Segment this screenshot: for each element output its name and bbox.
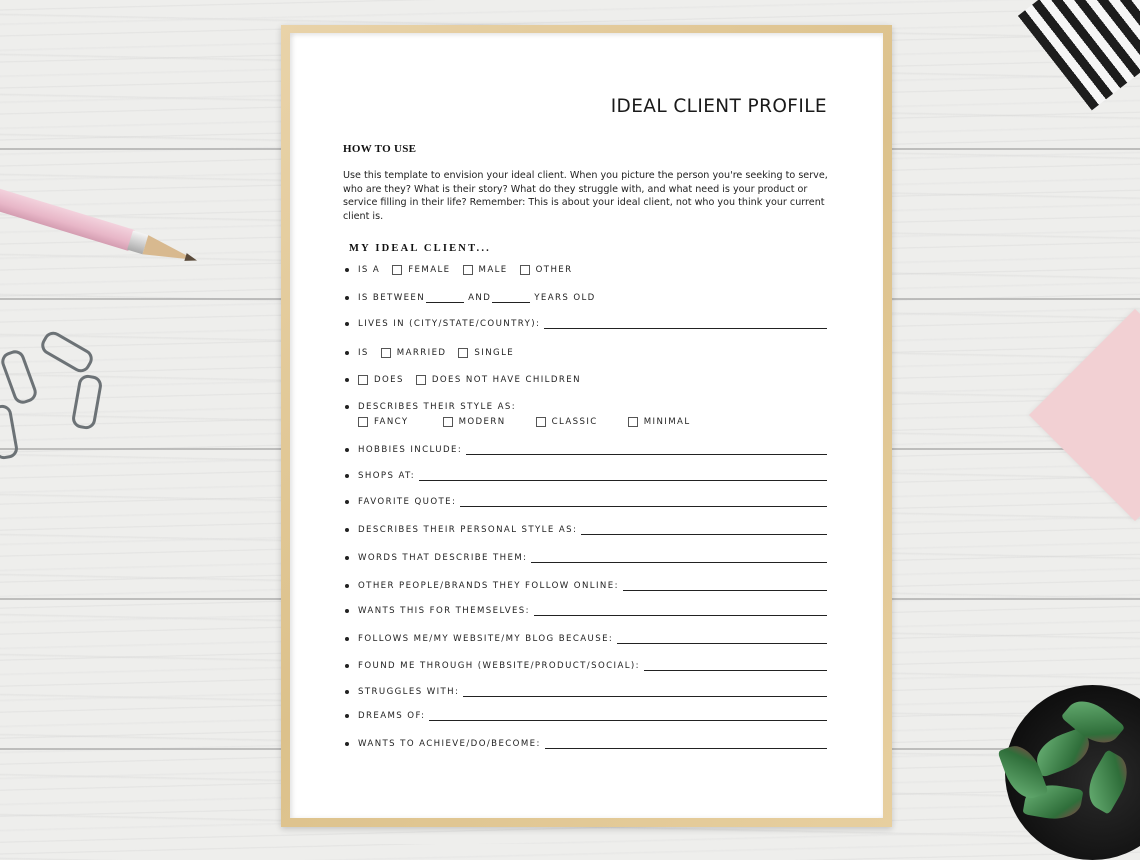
gender-label: IS A: [358, 265, 381, 275]
pink-envelope: [1029, 309, 1140, 521]
field-row: [345, 739, 827, 749]
field-label: DESCRIBES THEIR PERSONAL STYLE AS:: [358, 525, 578, 535]
children-row: [345, 375, 827, 385]
follow-online-field[interactable]: [623, 581, 827, 591]
field-row: [345, 497, 827, 507]
field-label: DREAMS OF:: [358, 711, 426, 721]
checkbox-does-not[interactable]: [416, 375, 426, 385]
hobbies-field[interactable]: [466, 445, 827, 455]
checkbox-married[interactable]: [381, 348, 391, 358]
field-row: [345, 525, 827, 535]
gender-row: [345, 265, 827, 275]
wants-field[interactable]: [534, 606, 827, 616]
checkbox-male[interactable]: [463, 265, 473, 275]
bullet-icon: [345, 500, 349, 504]
option-male: MALE: [478, 265, 508, 275]
lives-in-field[interactable]: [544, 319, 827, 329]
field-row: [345, 711, 827, 721]
page-title: IDEAL CLIENT PROFILE: [610, 96, 827, 117]
age-label: IS BETWEEN: [358, 293, 426, 303]
paper-clip-icon: [0, 348, 40, 407]
checkbox-single[interactable]: [458, 348, 468, 358]
bullet-icon: [345, 556, 349, 560]
bullet-icon: [345, 448, 349, 452]
bullet-icon: [345, 742, 349, 746]
field-row: [345, 553, 827, 563]
field-label: WANTS THIS FOR THEMSELVES:: [358, 606, 530, 616]
checkbox-does[interactable]: [358, 375, 368, 385]
option-fancy: FANCY: [374, 417, 409, 427]
age-suffix: YEARS OLD: [534, 293, 596, 303]
field-row: [345, 687, 827, 697]
bullet-icon: [345, 637, 349, 641]
struggles-field[interactable]: [463, 687, 827, 697]
bullet-icon: [345, 296, 349, 300]
shops-at-field[interactable]: [419, 471, 827, 481]
striped-notebook: [1018, 0, 1140, 110]
checkbox-female[interactable]: [392, 265, 402, 275]
field-label: STRUGGLES WITH:: [358, 687, 460, 697]
achieve-field[interactable]: [545, 739, 827, 749]
age-min-field[interactable]: [426, 293, 464, 303]
field-label: HOBBIES INCLUDE:: [358, 445, 463, 455]
bullet-icon: [345, 268, 349, 272]
option-minimal: MINIMAL: [643, 417, 691, 427]
checkbox-classic[interactable]: [536, 417, 546, 427]
option-classic: CLASSIC: [551, 417, 598, 427]
words-describe-field[interactable]: [531, 553, 827, 563]
dreams-field[interactable]: [429, 711, 827, 721]
field-label: FAVORITE QUOTE:: [358, 497, 457, 507]
bullet-icon: [345, 714, 349, 718]
paper-clip-icon: [70, 373, 103, 430]
bullet-icon: [345, 690, 349, 694]
lives-in-label: LIVES IN (CITY/STATE/COUNTRY):: [358, 319, 541, 329]
field-row: [345, 471, 827, 481]
bullet-icon: [345, 405, 349, 409]
how-to-use-heading: HOW TO USE: [343, 143, 417, 155]
personal-style-field[interactable]: [581, 525, 827, 535]
field-label: OTHER PEOPLE/BRANDS THEY FOLLOW ONLINE:: [358, 581, 619, 591]
field-row: [345, 634, 827, 644]
style-options-row: [358, 417, 827, 427]
field-label: WANTS TO ACHIEVE/DO/BECOME:: [358, 739, 541, 749]
checkbox-other[interactable]: [520, 265, 530, 275]
found-me-field[interactable]: [644, 661, 827, 671]
style-label: DESCRIBES THEIR STYLE AS:: [358, 402, 517, 412]
field-row: [345, 581, 827, 591]
marital-row: [345, 348, 827, 358]
favorite-quote-field[interactable]: [460, 497, 827, 507]
bullet-icon: [345, 584, 349, 588]
age-and: AND: [468, 293, 492, 303]
age-max-field[interactable]: [492, 293, 530, 303]
option-modern: MODERN: [458, 417, 506, 427]
option-female: FEMALE: [408, 265, 451, 275]
bullet-icon: [345, 609, 349, 613]
plant-icon: [1005, 685, 1140, 860]
field-row: [345, 606, 827, 616]
follows-because-field[interactable]: [617, 634, 827, 644]
style-row: [345, 402, 827, 412]
bullet-icon: [345, 528, 349, 532]
how-to-use-text: Use this template to envision your ideal client. When you picture the person you're seeking to serve, who are they? What is their story? What do they struggle with, and what need is your product or service filling in their life? Remember: This is about your ideal client, not who you think your current client is.: [343, 170, 828, 222]
field-label: FOUND ME THROUGH (WEBSITE/PRODUCT/SOCIAL):: [358, 661, 640, 671]
my-ideal-client-heading: MY IDEAL CLIENT...: [349, 243, 491, 254]
checkbox-minimal[interactable]: [628, 417, 638, 427]
field-label: WORDS THAT DESCRIBE THEM:: [358, 553, 528, 563]
pencil-icon: [0, 173, 209, 277]
bullet-icon: [345, 664, 349, 668]
field-label: FOLLOWS ME/MY WEBSITE/MY BLOG BECAUSE:: [358, 634, 614, 644]
option-single: SINGLE: [474, 348, 515, 358]
bullet-icon: [345, 378, 349, 382]
paper-clip-icon: [38, 328, 97, 376]
bullet-icon: [345, 322, 349, 326]
age-row: [345, 293, 827, 303]
lives-in-row: [345, 319, 827, 329]
field-row: [345, 445, 827, 455]
bullet-icon: [345, 351, 349, 355]
paper-clip-icon: [0, 403, 20, 460]
field-label: SHOPS AT:: [358, 471, 416, 481]
bullet-icon: [345, 474, 349, 478]
field-row: [345, 661, 827, 671]
checkbox-modern[interactable]: [443, 417, 453, 427]
option-does: DOES: [374, 375, 404, 385]
marital-label: IS: [358, 348, 369, 358]
option-other: OTHER: [535, 265, 573, 275]
option-married: MARRIED: [396, 348, 447, 358]
checkbox-fancy[interactable]: [358, 417, 368, 427]
option-does-not: DOES NOT HAVE CHILDREN: [431, 375, 581, 385]
